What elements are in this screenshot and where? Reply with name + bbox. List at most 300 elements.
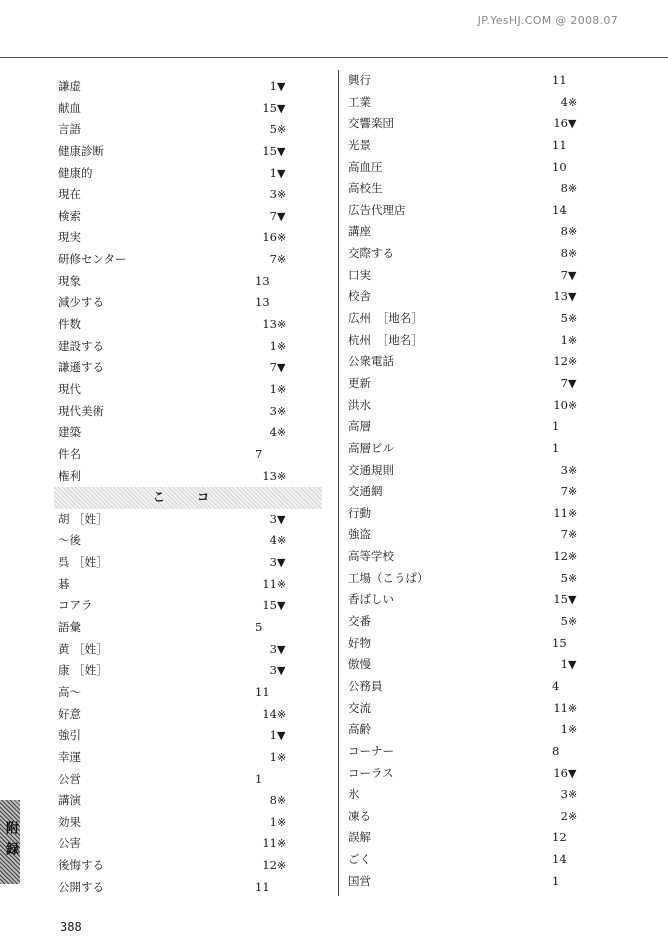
reference-mark-icon: ※ — [277, 469, 287, 483]
index-entry — [348, 719, 618, 741]
lesson-number: 16 — [553, 765, 568, 780]
entry-word: 高血圧 — [348, 159, 383, 174]
lesson-number: 1 — [560, 657, 568, 672]
index-entry — [58, 206, 328, 228]
lesson-number: 8 — [269, 793, 277, 808]
watermark: JP.YesHJ.COM @ 2008.07 — [477, 14, 618, 27]
entry-lesson — [546, 178, 577, 200]
entry-lesson — [255, 466, 286, 488]
reference-mark-icon: ※ — [568, 182, 578, 196]
entry-lesson — [255, 119, 286, 141]
lesson-number: 13 — [255, 295, 270, 310]
index-entry — [348, 524, 618, 546]
lesson-number: 1 — [552, 440, 560, 455]
entry-word: 強引 — [58, 728, 81, 743]
entry-lesson — [255, 812, 286, 834]
entry-lesson — [546, 524, 577, 546]
entry-lesson — [255, 271, 270, 293]
entry-word: 言語 — [58, 122, 81, 137]
entry-lesson — [255, 769, 262, 791]
entry-lesson — [546, 395, 577, 417]
entry-lesson — [255, 552, 285, 574]
entry-word: 現代 — [58, 381, 81, 396]
entry-lesson — [255, 422, 286, 444]
lesson-number: 15 — [553, 592, 568, 607]
entry-lesson — [255, 292, 270, 314]
entry-lesson — [546, 221, 577, 243]
index-entry — [348, 698, 618, 720]
entry-word: 現実 — [58, 230, 81, 245]
right-column — [348, 70, 618, 892]
entry-word: 校舎 — [348, 289, 371, 304]
index-entry — [58, 660, 328, 682]
reference-mark-icon: ※ — [568, 333, 578, 347]
entry-lesson — [546, 654, 576, 676]
entry-word: 幸運 — [58, 749, 81, 764]
index-entry — [58, 466, 328, 488]
index-entry — [348, 200, 618, 222]
index-entry — [58, 877, 328, 899]
lesson-number: 14 — [552, 852, 567, 867]
index-entry — [348, 438, 618, 460]
index-entry — [348, 373, 618, 395]
entry-lesson — [546, 265, 576, 287]
entry-word: 国営 — [348, 873, 371, 888]
triangle-marker-icon: ▼ — [277, 209, 286, 223]
reference-mark-icon: ※ — [568, 615, 578, 629]
reference-mark-icon: ※ — [568, 528, 578, 542]
index-entry — [58, 76, 328, 98]
entry-word: 後悔する — [58, 858, 104, 873]
index-entry — [348, 460, 618, 482]
triangle-marker-icon: ▼ — [277, 80, 286, 93]
reference-mark-icon: ※ — [277, 707, 287, 721]
index-entry — [348, 806, 618, 828]
reference-mark-icon: ※ — [568, 312, 578, 326]
entry-word: 語彙 — [58, 620, 81, 635]
entry-lesson — [255, 617, 262, 639]
entry-word: ～後 — [58, 533, 81, 548]
lesson-number: 7 — [255, 446, 263, 461]
left-column — [58, 76, 328, 898]
entry-word: 効果 — [58, 814, 81, 829]
index-entry — [58, 617, 328, 639]
lesson-number: 1 — [560, 332, 568, 347]
reference-mark-icon: ※ — [568, 355, 578, 369]
reference-mark-icon: ※ — [277, 188, 287, 202]
index-entry — [348, 135, 618, 157]
reference-mark-icon: ※ — [568, 225, 578, 239]
entry-word: 建設する — [58, 338, 104, 353]
entry-word: 現象 — [58, 273, 81, 288]
entry-lesson — [255, 184, 286, 206]
lesson-number: 11 — [262, 836, 277, 851]
lesson-number: 1 — [269, 728, 277, 743]
lesson-number: 8 — [560, 181, 568, 196]
lesson-number: 5 — [560, 570, 568, 585]
reference-mark-icon: ※ — [277, 339, 287, 353]
entry-word: 講座 — [348, 224, 371, 239]
lesson-number: 8 — [552, 743, 560, 758]
reference-mark-icon: ※ — [568, 809, 578, 823]
entry-lesson — [546, 460, 577, 482]
entry-word: 建築 — [58, 425, 81, 440]
lesson-number: 4 — [269, 425, 277, 440]
index-entry — [348, 611, 618, 633]
entry-word: 検索 — [58, 208, 81, 223]
entry-word: 交通網 — [348, 484, 383, 499]
entry-lesson — [552, 438, 559, 460]
entry-lesson — [255, 357, 285, 379]
entry-lesson — [546, 546, 577, 568]
lesson-number: 1 — [269, 381, 277, 396]
entry-word: 広告代理店 — [348, 202, 406, 217]
reference-mark-icon: ※ — [568, 398, 578, 412]
entry-lesson — [255, 660, 285, 682]
entry-lesson — [255, 206, 285, 228]
index-entry — [58, 444, 328, 466]
entry-word: 広州 ［地名］ — [348, 311, 423, 326]
lesson-number: 3 — [269, 555, 277, 570]
lesson-number: 3 — [560, 462, 568, 477]
entry-lesson — [546, 286, 576, 308]
lesson-number: 3 — [269, 641, 277, 656]
triangle-marker-icon: ▼ — [277, 642, 286, 656]
entry-word: コアラ — [58, 598, 93, 613]
reference-mark-icon: ※ — [568, 95, 578, 109]
triangle-marker-icon: ▼ — [277, 664, 286, 678]
index-entry — [58, 314, 328, 336]
entry-word: 謙虚 — [58, 79, 81, 93]
entry-lesson — [552, 416, 559, 438]
index-entry — [58, 163, 328, 185]
lesson-number: 12 — [553, 549, 568, 564]
reference-mark-icon: ※ — [277, 404, 287, 418]
triangle-marker-icon: ▼ — [277, 512, 286, 526]
entry-lesson — [552, 741, 559, 763]
entry-word: 件数 — [58, 317, 81, 332]
entry-lesson — [546, 698, 577, 720]
entry-lesson — [546, 806, 577, 828]
index-entry — [348, 308, 618, 330]
index-entry — [348, 265, 618, 287]
index-entry — [348, 416, 618, 438]
entry-lesson — [552, 871, 559, 893]
entry-word: コーラス — [348, 765, 394, 780]
reference-mark-icon: ※ — [277, 815, 287, 829]
index-entry — [58, 336, 328, 358]
index-entry — [348, 589, 618, 611]
entry-lesson — [546, 92, 577, 114]
index-entry — [58, 833, 328, 855]
entry-word: 高層 — [348, 419, 371, 434]
entry-word: 献血 — [58, 100, 81, 115]
entry-word: 交際する — [348, 246, 394, 261]
index-entry — [58, 184, 328, 206]
header-rule — [0, 57, 668, 58]
index-entry — [58, 769, 328, 791]
lesson-number: 1 — [269, 79, 277, 93]
triangle-marker-icon: ▼ — [568, 290, 577, 304]
entry-word: 光景 — [348, 137, 371, 152]
entry-word: 強盗 — [348, 527, 371, 542]
index-entry — [58, 379, 328, 401]
entry-lesson — [552, 135, 567, 157]
entry-lesson — [552, 633, 567, 655]
entry-word: 高齢 — [348, 722, 371, 737]
reference-mark-icon: ※ — [568, 571, 578, 585]
entry-word: 高等学校 — [348, 549, 394, 564]
index-entry — [348, 871, 618, 893]
entry-lesson — [255, 833, 286, 855]
entry-lesson — [255, 509, 285, 531]
index-entry — [348, 568, 618, 590]
entry-lesson — [552, 157, 567, 179]
lesson-number: 8 — [560, 224, 568, 239]
lesson-number: 4 — [560, 94, 568, 109]
entry-word: 健康的 — [58, 165, 93, 180]
entry-lesson — [255, 725, 285, 747]
entry-lesson — [255, 704, 286, 726]
reference-mark-icon: ※ — [277, 794, 287, 808]
reference-mark-icon: ※ — [277, 382, 287, 396]
entry-lesson — [546, 763, 576, 785]
entry-lesson — [546, 568, 577, 590]
index-entry — [348, 70, 618, 92]
lesson-number: 8 — [560, 246, 568, 261]
reference-mark-icon: ※ — [277, 231, 287, 245]
lesson-number: 7 — [269, 252, 277, 267]
entry-lesson — [255, 574, 286, 596]
entry-word: 傲慢 — [348, 657, 371, 672]
lesson-number: 3 — [269, 663, 277, 678]
lesson-number: 13 — [255, 273, 270, 288]
lesson-number: 1 — [269, 814, 277, 829]
entry-word: 交流 — [348, 700, 371, 715]
lesson-number: 16 — [553, 116, 568, 131]
entry-lesson — [255, 379, 286, 401]
lesson-number: 11 — [553, 700, 568, 715]
index-entry — [58, 227, 328, 249]
entry-lesson — [255, 76, 285, 98]
reference-mark-icon: ※ — [568, 550, 578, 564]
index-entry — [348, 157, 618, 179]
entry-lesson — [546, 330, 577, 352]
reference-mark-icon: ※ — [568, 463, 578, 477]
page-number: 388 — [60, 920, 82, 934]
entry-word: 口実 — [348, 267, 371, 282]
entry-word: 碁 — [58, 576, 70, 591]
lesson-number: 1 — [269, 749, 277, 764]
lesson-number: 10 — [553, 397, 568, 412]
lesson-number: 3 — [269, 403, 277, 418]
entry-word: 現在 — [58, 187, 81, 202]
entry-word: 工場（こうば） — [348, 570, 429, 585]
triangle-marker-icon: ▼ — [568, 268, 577, 282]
reference-mark-icon: ※ — [277, 123, 287, 137]
reference-mark-icon: ※ — [277, 859, 287, 873]
index-entry — [58, 141, 328, 163]
entry-lesson — [546, 351, 577, 373]
lesson-number: 1 — [552, 873, 560, 888]
entry-word: 興行 — [348, 73, 371, 87]
lesson-number: 7 — [560, 484, 568, 499]
triangle-marker-icon: ▼ — [568, 117, 577, 131]
entry-lesson — [546, 784, 577, 806]
entry-lesson — [255, 877, 270, 899]
lesson-number: 15 — [262, 100, 277, 115]
entry-lesson — [255, 401, 286, 423]
entry-lesson — [552, 676, 559, 698]
lesson-number: 14 — [262, 706, 277, 721]
index-entry — [348, 763, 618, 785]
lesson-number: 4 — [269, 533, 277, 548]
lesson-number: 7 — [560, 267, 568, 282]
reference-mark-icon: ※ — [568, 701, 578, 715]
entry-lesson — [546, 611, 577, 633]
entry-lesson — [546, 243, 577, 265]
entry-word: 公害 — [58, 836, 81, 851]
entry-word: 高校生 — [348, 181, 383, 196]
index-entry — [348, 784, 618, 806]
entry-word: 減少する — [58, 295, 104, 310]
index-entry — [348, 395, 618, 417]
entry-word: 杭州 ［地名］ — [348, 332, 423, 347]
reference-mark-icon: ※ — [277, 253, 287, 267]
index-entry — [348, 243, 618, 265]
section-header-ko: こ コ — [54, 487, 322, 509]
index-entry — [348, 92, 618, 114]
index-entry — [348, 849, 618, 871]
lesson-number: 1 — [552, 419, 560, 434]
entry-word: 現代美術 — [58, 403, 104, 418]
lesson-number: 3 — [560, 787, 568, 802]
lesson-number: 12 — [552, 830, 567, 845]
lesson-number: 7 — [269, 208, 277, 223]
reference-mark-icon: ※ — [277, 577, 287, 591]
lesson-number: 5 — [269, 122, 277, 137]
entry-word: 呉 ［姓］ — [58, 555, 108, 570]
lesson-number: 1 — [255, 771, 263, 786]
entry-lesson — [255, 639, 285, 661]
entry-lesson — [255, 314, 286, 336]
index-entry — [58, 704, 328, 726]
lesson-number: 14 — [552, 202, 567, 217]
reference-mark-icon: ※ — [277, 426, 287, 440]
entry-word: コーナー — [348, 743, 394, 758]
entry-lesson — [255, 336, 286, 358]
entry-word: 権利 — [58, 468, 81, 483]
index-entry — [58, 530, 328, 552]
entry-lesson — [255, 595, 285, 617]
index-entry — [348, 633, 618, 655]
lesson-number: 13 — [262, 468, 277, 483]
triangle-marker-icon: ▼ — [277, 361, 286, 375]
lesson-number: 5 — [560, 614, 568, 629]
index-entry — [348, 676, 618, 698]
entry-word: 高層ビル — [348, 440, 394, 455]
index-entry — [58, 812, 328, 834]
reference-mark-icon: ※ — [568, 788, 578, 802]
index-entry — [348, 654, 618, 676]
entry-word: 講演 — [58, 793, 81, 808]
index-entry — [58, 249, 328, 271]
triangle-marker-icon: ▼ — [568, 376, 577, 390]
entry-word: 黄 ［姓］ — [58, 641, 108, 656]
lesson-number: 1 — [560, 722, 568, 737]
index-entry — [58, 509, 328, 531]
entry-lesson — [255, 855, 286, 877]
triangle-marker-icon: ▼ — [277, 556, 286, 570]
entry-word: 氷 — [348, 787, 360, 802]
lesson-number: 11 — [552, 137, 567, 152]
index-entry — [58, 747, 328, 769]
index-entry — [58, 357, 328, 379]
lesson-number: 11 — [553, 505, 568, 520]
entry-lesson — [255, 682, 270, 704]
index-entry — [348, 741, 618, 763]
lesson-number: 4 — [552, 678, 560, 693]
lesson-number: 12 — [262, 858, 277, 873]
lesson-number: 15 — [262, 598, 277, 613]
entry-word: 交通規則 — [348, 462, 394, 477]
entry-word: 更新 — [348, 375, 371, 390]
entry-word: 洪水 — [348, 397, 371, 412]
entry-lesson — [255, 444, 262, 466]
index-entry — [348, 113, 618, 135]
index-entry — [58, 271, 328, 293]
entry-word: 行動 — [348, 505, 371, 520]
index-entry — [58, 292, 328, 314]
entry-word: 公営 — [58, 771, 81, 786]
reference-mark-icon: ※ — [277, 318, 287, 332]
reference-mark-icon: ※ — [277, 837, 287, 851]
triangle-marker-icon: ▼ — [568, 766, 577, 780]
index-entry — [348, 503, 618, 525]
lesson-number: 5 — [560, 311, 568, 326]
index-entry — [58, 725, 328, 747]
entry-lesson — [255, 790, 286, 812]
index-entry — [348, 330, 618, 352]
index-entry — [58, 790, 328, 812]
entry-lesson — [255, 249, 286, 271]
index-entry — [58, 98, 328, 120]
entry-word: 高～ — [58, 684, 81, 699]
side-tab: 附録 — [0, 800, 20, 884]
reference-mark-icon: ※ — [568, 485, 578, 499]
lesson-number: 7 — [560, 375, 568, 390]
entry-word: 交番 — [348, 614, 371, 629]
index-entry — [58, 119, 328, 141]
index-entry — [58, 682, 328, 704]
triangle-marker-icon: ▼ — [277, 729, 286, 743]
entry-lesson — [552, 827, 567, 849]
lesson-number: 11 — [262, 576, 277, 591]
entry-word: 交響楽団 — [348, 116, 394, 131]
entry-lesson — [255, 747, 286, 769]
entry-word: 研修センター — [58, 252, 127, 267]
lesson-number: 15 — [552, 635, 567, 650]
reference-mark-icon: ※ — [277, 750, 287, 764]
entry-lesson — [546, 589, 576, 611]
index-entry — [58, 422, 328, 444]
triangle-marker-icon: ▼ — [277, 166, 286, 180]
lesson-number: 1 — [269, 338, 277, 353]
index-entry — [58, 401, 328, 423]
index-entry — [58, 639, 328, 661]
lesson-number: 3 — [269, 511, 277, 526]
entry-lesson — [255, 227, 286, 249]
